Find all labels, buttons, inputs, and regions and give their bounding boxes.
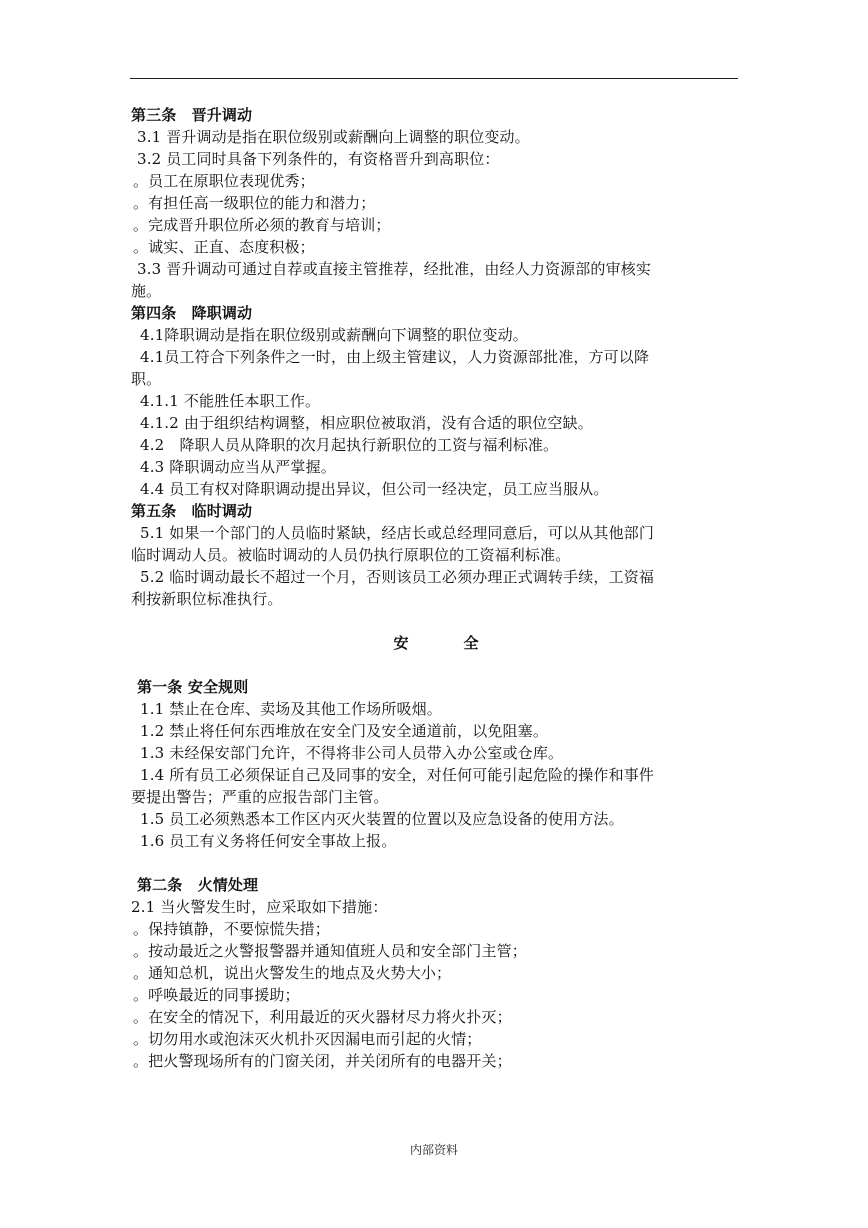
safety-rule-line: 1.6 员工有义务将任何安全事故上报。 [140,832,397,850]
temporary-heading: 第五条 临时调动 [131,502,253,520]
fire-line: 2.1 当火警发生时，应采取如下措施： [131,898,388,916]
fire-bullet: 。把火警现场所有的门窗关闭，并关闭所有的电器开关； [133,1052,512,1070]
safety-rule-line: 1.2 禁止将任何东西堆放在安全门及安全通道前，以免阻塞。 [140,722,548,740]
page-footer: 内部资料 [409,1143,458,1157]
demotion-line: 4.4 员工有权对降职调动提出异议，但公司一经决定，员工应当服从。 [140,480,609,498]
safety-rule-line: 1.3 未经保安部门允许，不得将非公司人员带入办公室或仓库。 [140,744,564,762]
safety-rule-line: 要提出警告；严重的应报告部门主管。 [131,788,389,806]
promotion-line: 施。 [131,282,162,300]
fire-bullet: 。通知总机，说出火警发生的地点及火势大小； [133,964,452,982]
safety-rules-heading: 第一条 安全规则 [137,678,249,696]
demotion-line: 职。 [131,370,162,388]
promotion-heading: 第三条 晋升调动 [131,106,253,124]
safety-rule-line: 1.5 员工必须熟悉本工作区内灭火装置的位置以及应急设备的使用方法。 [140,810,624,828]
header-rule [130,78,738,79]
demotion-line: 4.3 降职调动应当从严掌握。 [140,458,336,476]
promotion-bullet: 。员工在原职位表现优秀； [133,172,315,190]
fire-bullet: 。在安全的情况下，利用最近的灭火器材尽力将火扑灭； [133,1008,512,1026]
safety-rule-line: 1.4 所有员工必须保证自己及同事的安全，对任何可能引起危险的操作和事件 [140,766,655,784]
fire-heading: 第二条 火情处理 [137,876,259,894]
promotion-bullet: 。有担任高一级职位的能力和潜力； [133,194,376,212]
demotion-heading: 第四条 降职调动 [131,304,253,322]
demotion-line: 4.1降职调动是指在职位级别或薪酬向下调整的职位变动。 [140,326,528,344]
fire-bullet: 。呼唤最近的同事援助； [133,986,300,1004]
promotion-line: 3.2 员工同时具备下列条件的，有资格晋升到高职位： [137,150,500,168]
fire-bullet: 。保持镇静，不要惊慌失措； [133,920,330,938]
fire-bullet: 。切勿用水或泡沫灭火机扑灭因漏电而引起的火情； [133,1030,482,1048]
promotion-bullet: 。诚实、正直、态度积极； [133,238,315,256]
safety-rule-line: 1.1 禁止在仓库、卖场及其他工作场所吸烟。 [140,700,442,718]
temporary-line: 5.2 临时调动最长不超过一个月，否则该员工必须办理正式调转手续，工资福 [140,568,655,586]
spacer [131,852,741,874]
demotion-line: 4.1.2 由于组织结构调整，相应职位被取消，没有合适的职位空缺。 [140,414,593,432]
spacer [131,610,741,632]
document-body [131,104,741,1072]
temporary-line: 5.1 如果一个部门的人员临时紧缺，经店长或总经理同意后，可以从其他部门 [140,524,655,542]
fire-bullet: 。按动最近之火警报警器并通知值班人员和安全部门主管； [133,942,527,960]
demotion-line: 4.1.1 不能胜任本职工作。 [140,392,321,410]
promotion-line: 3.3 晋升调动可通过自荐或直接主管推荐，经批准，由经人力资源部的审核实 [137,260,652,278]
demotion-line: 4.2 降职人员从降职的次月起执行新职位的工资与福利标准。 [140,436,559,454]
promotion-bullet: 。完成晋升职位所必须的教育与培训； [133,216,391,234]
demotion-line: 4.1员工符合下列条件之一时，由上级主管建议，人力资源部批准，方可以降 [140,348,650,366]
temporary-line: 利按新职位标准执行。 [131,590,283,608]
temporary-line: 临时调动人员。被临时调动的人员仍执行原职位的工资福利标准。 [131,546,571,564]
promotion-line: 3.1 晋升调动是指在职位级别或薪酬向上调整的职位变动。 [137,128,530,146]
section-title-safety: 安 全 [393,634,499,652]
spacer [131,654,741,676]
